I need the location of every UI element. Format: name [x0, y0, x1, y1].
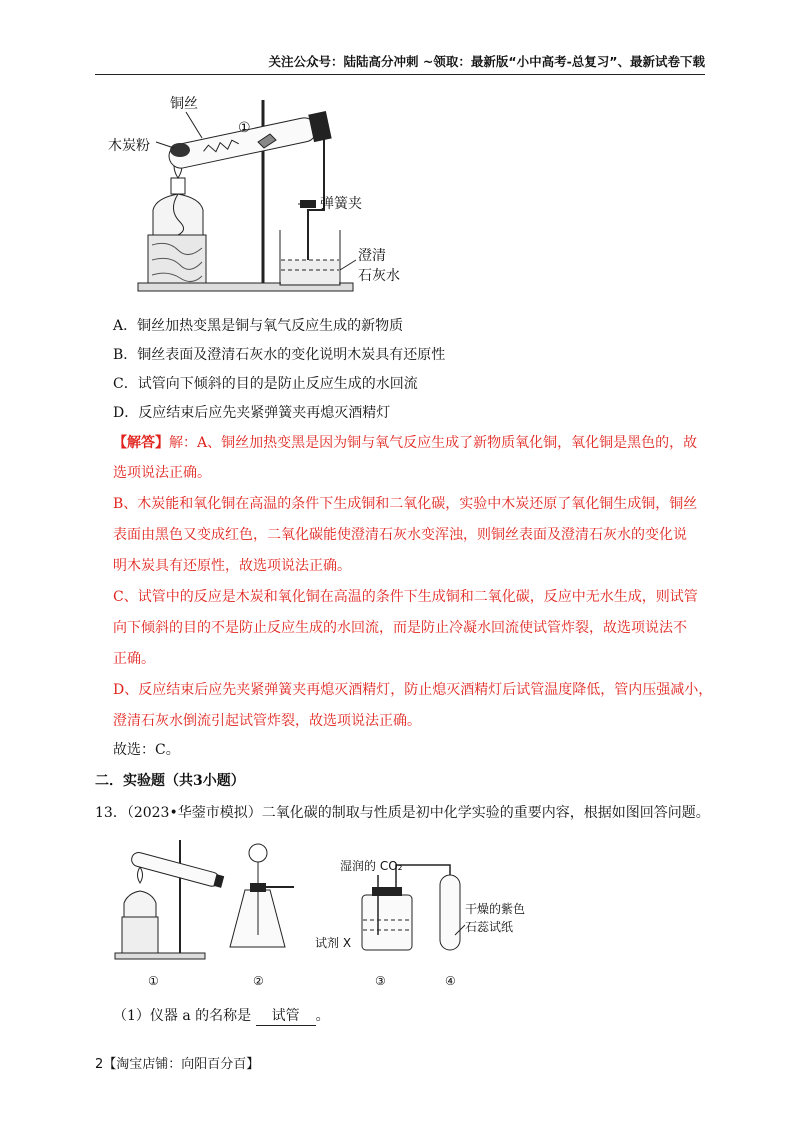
option-b: B．铜丝表面及澄清石灰水的变化说明木炭具有还原性: [113, 347, 446, 363]
dry-paper-label-1: 干燥的紫色: [465, 902, 526, 916]
reagent-x-label: 试剂 X: [315, 936, 352, 950]
analysis-line-8: 正确。: [113, 651, 155, 667]
wire-label: 铜丝: [170, 96, 198, 112]
subquestion-1-answer: 试管: [256, 1005, 316, 1026]
section-heading: 二．实验题（共3小题）: [95, 773, 245, 789]
limewater-label-1: 澄清: [358, 248, 386, 264]
answer-choice: 故选：C。: [113, 742, 180, 758]
option-a: A．铜丝加热变黑是铜与氧气反应生成的新物质: [113, 318, 404, 334]
analysis-text-1: 解：A、铜丝加热变黑是因为铜与氧气反应生成了新物质氧化铜，氧化铜是黑色的，故: [169, 435, 698, 451]
analysis-line-9: D、反应结束后应先夹紧弹簧夹再熄灭酒精灯，防止熄灭酒精灯后试管温度降低，管内压强减小，: [113, 682, 713, 698]
clip-label: 弹簧夹: [320, 196, 362, 212]
analysis-line-10: 澄清石灰水倒流引起试管炸裂，故选项说法正确。: [113, 713, 421, 729]
subquestion-1: [113, 1005, 330, 1026]
label-n3: ③: [375, 974, 386, 988]
option-d: D．反应结束后应先夹紧弹簧夹再熄灭酒精灯: [113, 405, 391, 421]
wet-co2-label: 湿润的 CO₂: [340, 859, 403, 873]
question-13: 13．（2023•华蓥市模拟）二氧化碳的制取与性质是初中化学实验的重要内容，根据如图回答问题。: [95, 805, 710, 821]
analysis-line-7: 向下倾斜的目的不是防止反应生成的水回流，而是防止冷凝水回流使试管炸裂，故选项说法不: [113, 620, 687, 636]
label-n2: ②: [253, 974, 264, 988]
analysis-line-2: 选项说法正确。: [113, 465, 211, 481]
apparatus-figure-1: [108, 90, 408, 300]
label-n4: ④: [445, 974, 456, 988]
dry-paper-label-2: 石蕊试纸: [465, 920, 514, 934]
circle-one-label: ①: [238, 120, 251, 136]
page-footer: 2【淘宝店铺：向阳百分百】: [95, 1057, 260, 1072]
limewater-label-2: 石灰水: [358, 268, 400, 284]
analysis-line-3: B、木炭能和氧化铜在高温的条件下生成铜和二氧化碳，实验中木炭还原了氧化铜生成铜，铜丝: [113, 496, 698, 512]
label-n1: ①: [148, 974, 159, 988]
charcoal-label: 木炭粉: [108, 138, 150, 154]
analysis-line-5: 明木炭具有还原性，故选项说法正确。: [113, 558, 351, 574]
analysis-tag: 【解答】: [113, 435, 169, 451]
subquestion-1-suffix: 。: [315, 1008, 330, 1024]
analysis-line-6: C、试管中的反应是木炭和氧化铜在高温的条件下生成铜和二氧化碳，反应中无水生成，则试管: [113, 589, 698, 605]
page-header: 关注公众号：陆陆高分冲刺 ~领取：最新版“小中高考-总复习”、最新试卷下载: [95, 52, 705, 75]
option-c: C．试管向下倾斜的目的是防止反应生成的水回流: [113, 376, 418, 392]
apparatus-figure-2: [110, 835, 540, 995]
subquestion-1-prefix: （1）仪器 a 的名称是: [113, 1008, 252, 1024]
analysis-line-4: 表面由黑色又变成红色，二氧化碳能使澄清石灰水变浑浊，则铜丝表面及澄清石灰水的变化说: [113, 527, 687, 543]
analysis-line-1: [113, 433, 697, 453]
